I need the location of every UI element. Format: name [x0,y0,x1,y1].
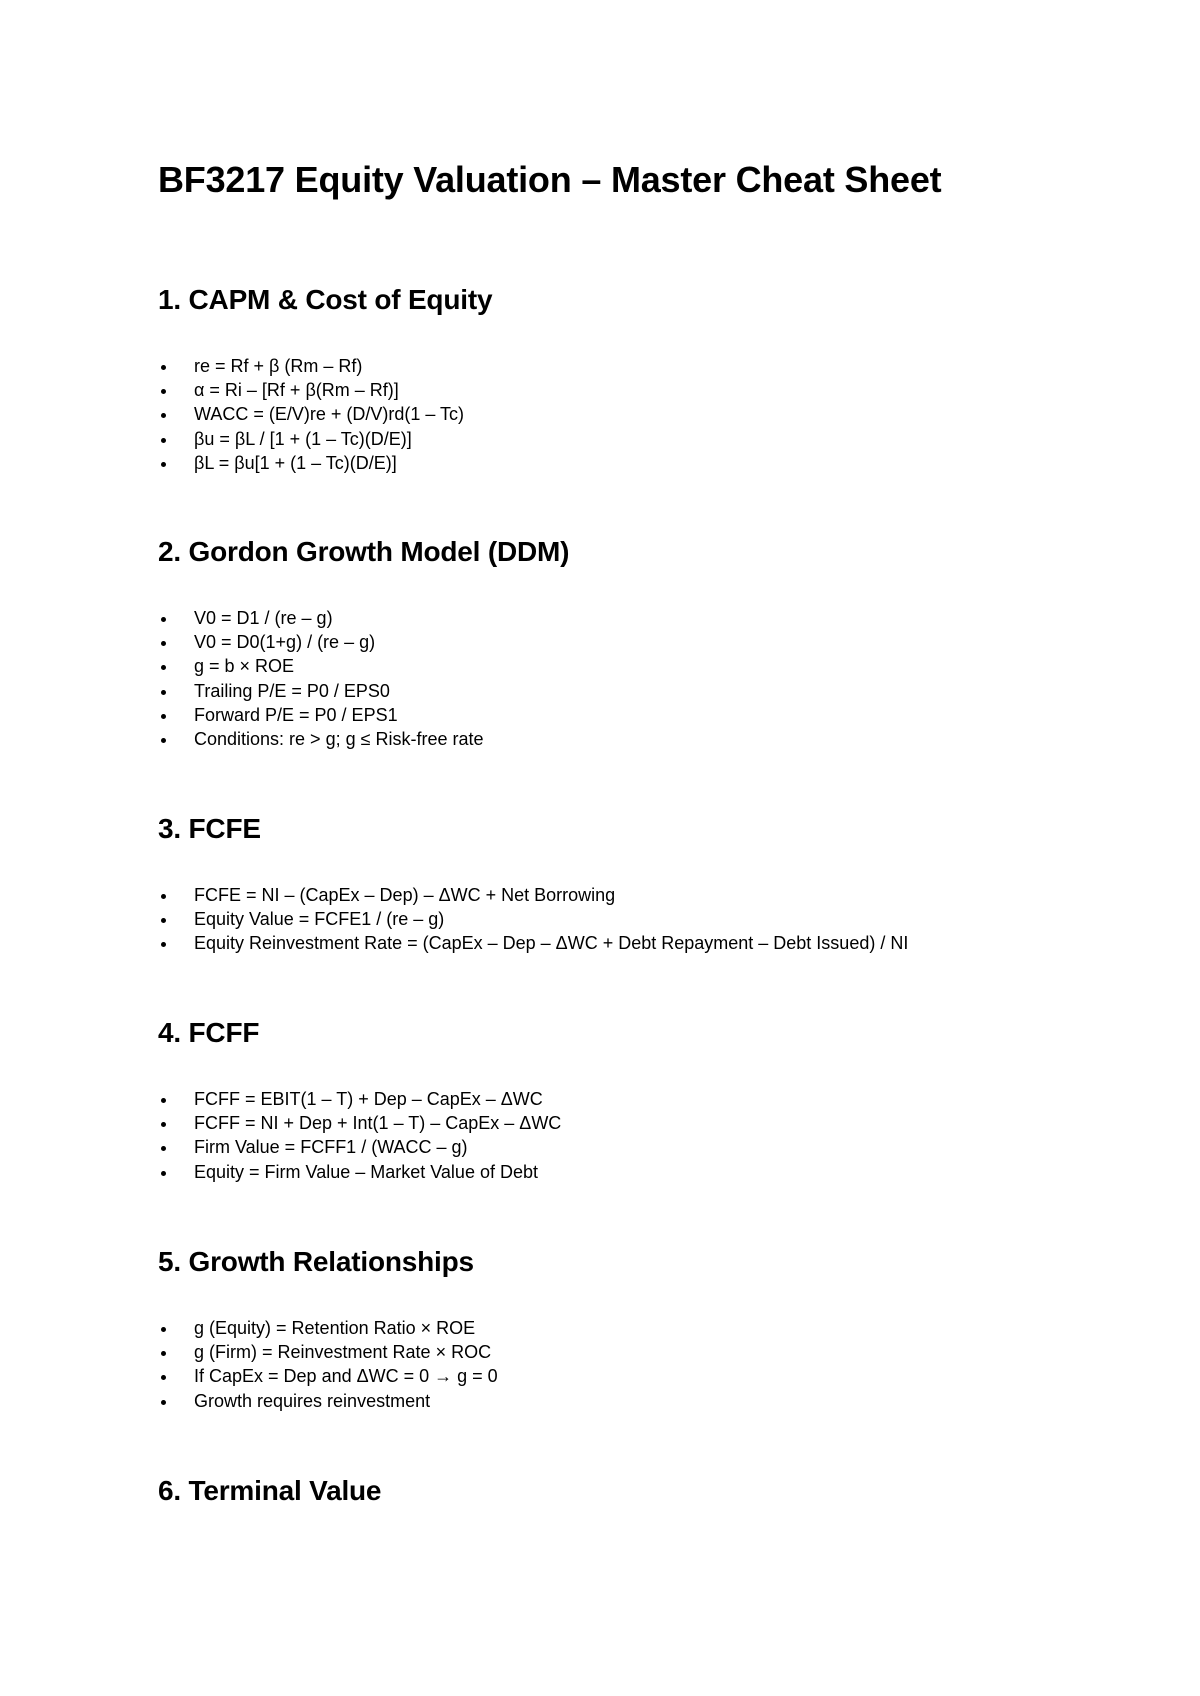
formula-item [158,1389,498,1413]
section-list-capm [158,354,464,475]
bullet-icon [161,714,166,719]
formula-item [158,402,464,426]
formula-item [158,1316,498,1340]
section-list-fcff [158,1087,561,1184]
formula-text: Firm Value = FCFF1 / (WACC – g) [194,1137,468,1158]
formula-item [158,606,484,630]
bullet-icon [161,1122,166,1127]
section-heading-terminal-value: 6. Terminal Value [158,1475,382,1506]
formula-item [158,703,484,727]
bullet-icon [161,365,166,370]
formula-text: FCFF = NI + Dep + Int(1 – T) – CapEx – ΔWC [194,1113,562,1134]
formula-text: V0 = D0(1+g) / (re – g) [194,632,376,653]
section-heading-fcff: 4. FCFF [158,1017,260,1048]
section-heading-fcfe: 3. FCFE [158,813,261,844]
bullet-icon [161,1171,166,1176]
bullet-icon [161,690,166,695]
bullet-icon [161,617,166,622]
formula-item [158,654,484,678]
formula-item [158,1135,561,1159]
formula-item [158,727,484,751]
formula-item [158,354,464,378]
bullet-icon [161,665,166,670]
formula-text: g = b × ROE [194,656,295,677]
section-heading-growth: 5. Growth Relationships [158,1246,474,1277]
bullet-icon [161,1375,166,1380]
formula-text: re = Rf + β (Rm – Rf) [194,356,363,376]
section-heading-capm: 1. CAPM & Cost of Equity [158,284,493,315]
bullet-icon [161,1327,166,1332]
formula-text: βu = βL / [1 + (1 – Tc)(D/E)] [194,428,412,449]
bullet-icon [161,738,166,743]
bullet-icon [161,918,166,923]
formula-item [158,1160,561,1184]
formula-item [158,1340,498,1364]
formula-item [158,630,484,654]
formula-text: If CapEx = Dep and ΔWC = 0 → g = 0 [194,1366,498,1387]
section-list-growth [158,1316,498,1413]
bullet-icon [161,438,166,443]
section-list-ddm [158,606,484,751]
formula-text: Equity = Firm Value – Market Value of Debt [194,1161,538,1182]
document-title: BF3217 Equity Valuation – Master Cheat Sheet [158,159,942,200]
formula-item [158,427,464,451]
bullet-icon [161,1098,166,1103]
formula-text: βL = βu[1 + (1 – Tc)(D/E)] [194,452,397,473]
bullet-icon [161,1400,166,1405]
formula-item [158,451,464,475]
bullet-icon [161,413,166,418]
bullet-icon [161,894,166,899]
formula-text: WACC = (E/V)re + (D/V)rd(1 – Tc) [194,404,465,425]
formula-text: Equity Value = FCFE1 / (re – g) [194,909,445,930]
bullet-icon [161,1351,166,1356]
formula-item [158,679,484,703]
formula-text: Forward P/E = P0 / EPS1 [194,704,398,725]
formula-item [158,1111,561,1135]
formula-text: Trailing P/E = P0 / EPS0 [194,680,390,701]
bullet-icon [161,942,166,947]
bullet-icon [161,462,166,467]
formula-text: V0 = D1 / (re – g) [194,608,333,628]
formula-text: FCFF = EBIT(1 – T) + Dep – CapEx – ΔWC [194,1089,543,1109]
formula-text: g (Equity) = Retention Ratio × ROE [194,1318,476,1338]
bullet-icon [161,641,166,646]
formula-text: α = Ri – [Rf + β(Rm – Rf)] [194,380,399,401]
formula-item [158,931,908,955]
section-heading-ddm: 2. Gordon Growth Model (DDM) [158,536,570,567]
formula-item [158,1364,498,1388]
bullet-icon [161,1146,166,1151]
formula-text: Equity Reinvestment Rate = (CapEx – Dep – ΔWC + Debt Repayment – Debt Issued) / NI [194,933,909,954]
formula-text: FCFE = NI – (CapEx – Dep) – ΔWC + Net Borrowing [194,885,616,905]
formula-text: Growth requires reinvestment [194,1390,431,1411]
formula-text: Conditions: re > g; g ≤ Risk-free rate [194,728,484,749]
section-list-fcfe [158,883,908,956]
formula-item [158,1087,561,1111]
formula-item [158,378,464,402]
formula-text: g (Firm) = Reinvestment Rate × ROC [194,1342,492,1363]
formula-item [158,907,908,931]
bullet-icon [161,389,166,394]
formula-item [158,883,908,907]
